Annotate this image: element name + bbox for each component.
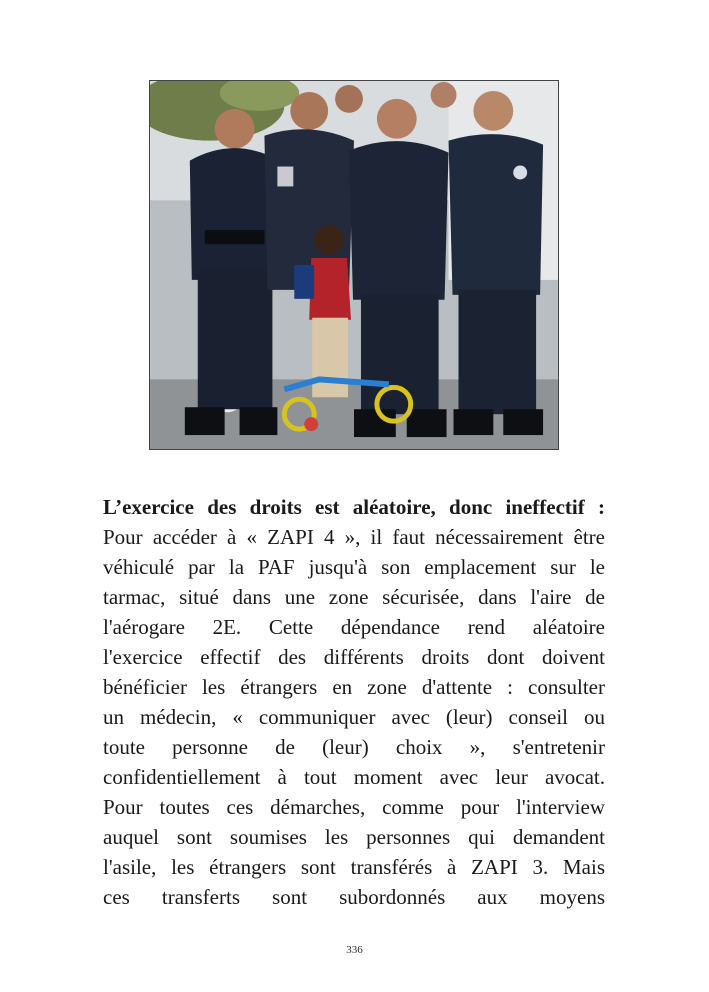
paragraph-line: véhiculé par la PAF jusqu'à son emplacement sur le [103, 555, 605, 579]
paragraph-line: Pour accéder à « ZAPI 4 », il faut nécessairement être [103, 525, 605, 549]
paragraph-line: l'aérogare 2E. Cette dépendance rend aléatoire [103, 615, 605, 639]
paragraph-line: auquel sont soumises les personnes qui demandent [103, 825, 605, 849]
section-heading: L’exercice des droits est aléatoire, donc ineffectif : [103, 495, 605, 519]
paragraph-line: l'exercice effectif des différents droits dont doivent [103, 645, 605, 669]
paragraph-line: un médecin, « communiquer avec (leur) conseil ou [103, 705, 605, 729]
paragraph-line: bénéficier les étrangers en zone d'attente : consulter [103, 675, 605, 699]
page-number: 336 [346, 944, 363, 956]
police-and-child-illustration [150, 81, 558, 449]
paragraph-line: ces transferts sont subordonnés aux moyens [103, 885, 605, 909]
paragraph-line: Pour toutes ces démarches, comme pour l'interview [103, 795, 605, 819]
paragraph-line: tarmac, situé dans une zone sécurisée, dans l'aire de [103, 585, 605, 609]
body-text [103, 492, 605, 912]
paragraph-line: toute personne de (leur) choix », s'entretenir [103, 735, 605, 759]
paragraph-line: confidentiellement à tout moment avec leur avocat. [103, 765, 605, 789]
paragraph-line: l'asile, les étrangers sont transférés à ZAPI 3. Mais [103, 855, 605, 879]
news-photo [149, 80, 559, 450]
